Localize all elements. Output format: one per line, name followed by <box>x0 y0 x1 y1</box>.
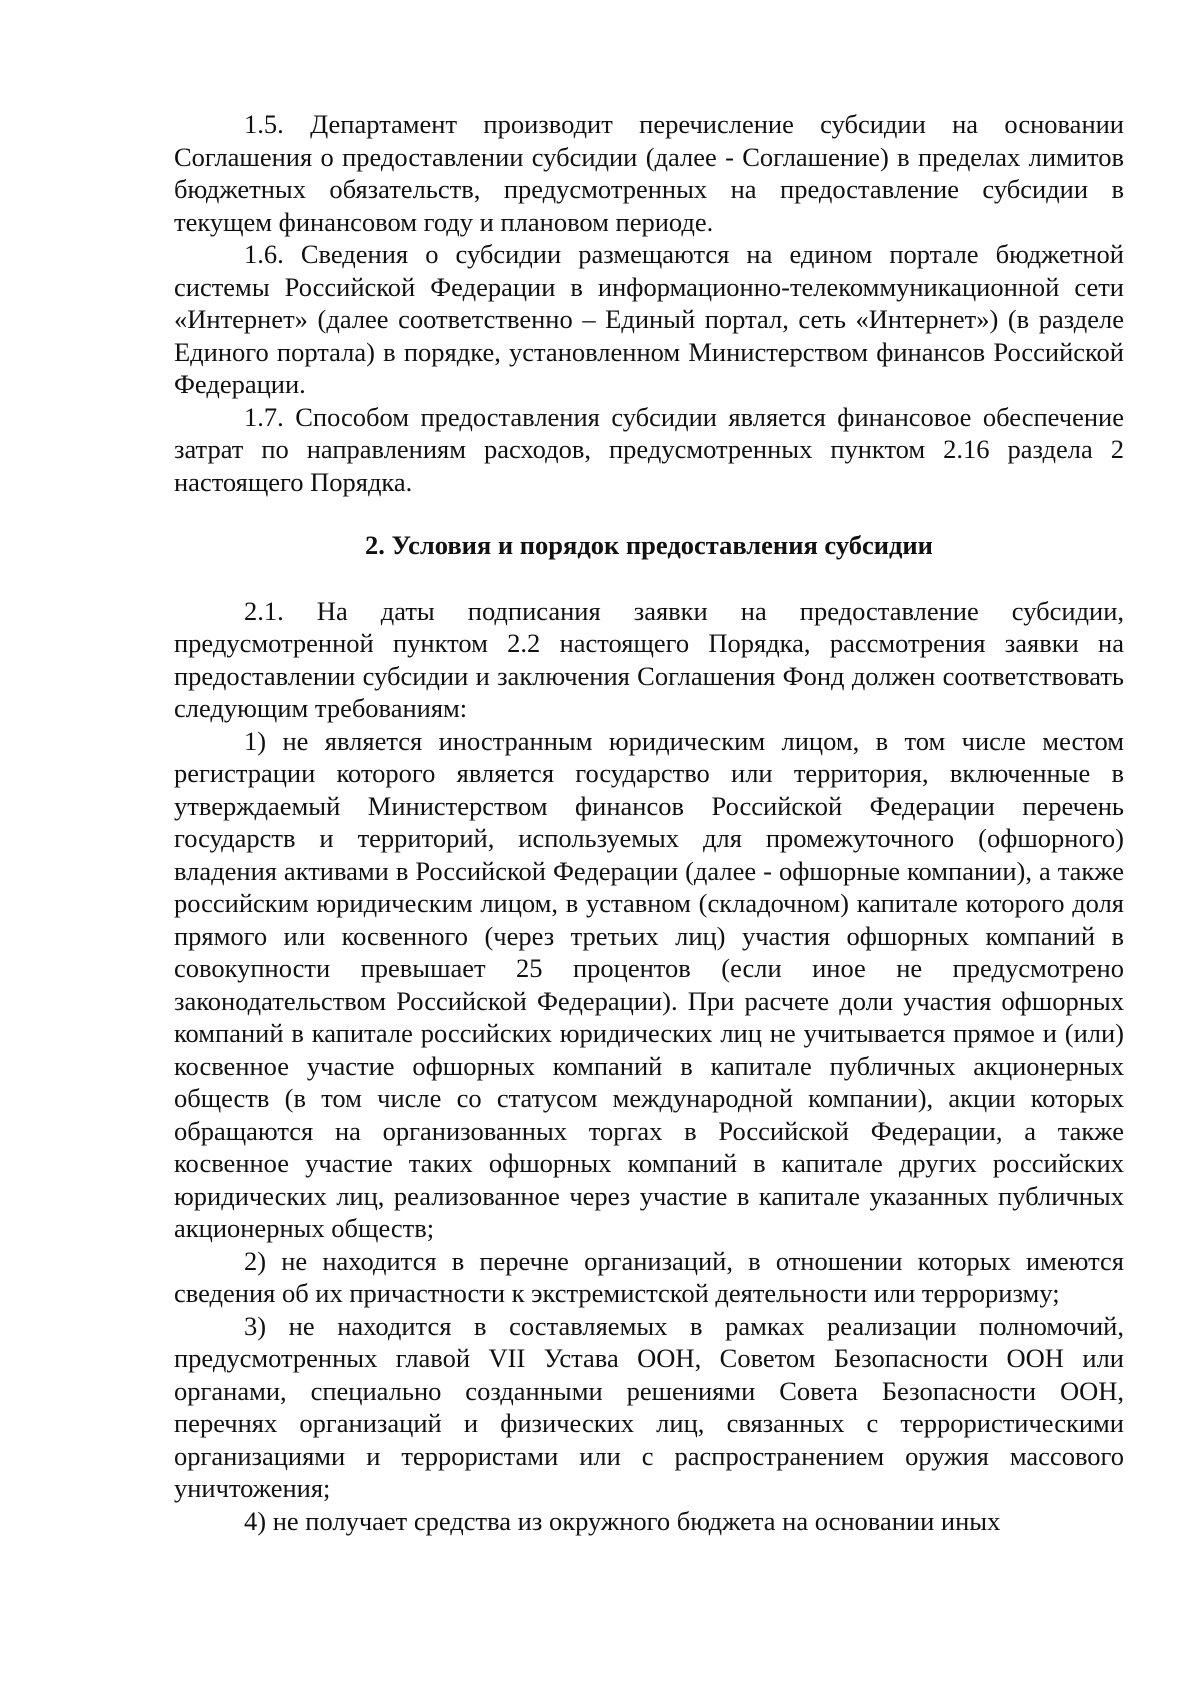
paragraph-1-5: 1.5. Департамент производит перечисление субсидии на основании Соглашения о предоставлении субсидии (далее - Соглашение) в пределах лимитов бюджетных обязательств, предусмотренных на предоставление субсидии в текущем финансовом году и плановом периоде. <box>174 109 1124 237</box>
paragraph-1-6: 1.6. Сведения о субсидии размещаются на едином портале бюджетной системы Российской Федерации в информационно-телекоммуникационной сети «Интернет» (далее соответственно – Единый портал, сеть «Интернет») (в разделе Единого портала) в порядке, установленном Министерством финансов Российской Федерации. <box>174 239 1124 399</box>
paragraph-1-7: 1.7. Способом предоставления субсидии является финансовое обеспечение затрат по направлениям расходов, предусмотренных пунктом 2.16 раздела 2 настоящего Порядка. <box>174 401 1124 497</box>
requirement-item-4: 4) не получает средства из окружного бюджета на основании иных <box>244 1505 1001 1536</box>
requirement-item-1: 1) не является иностранным юридическим лицом, в том числе местом регистрации которого является государство или территория, включенные в утверждаемый Министерством финансов Российской Федерации перечень государств и территорий, используемых для промежуточного (офшорного) владения активами в Российской Федерации (далее - офшорные компании), а также российским юридическим лицом, в уставном (складочном) капитале которого доля прямого или косвенного (через третьих лиц) участия офшорных компаний в совокупности превышает 25 процентов (если иное не предусмотрено законодательством Российской Федерации). При расчете доли участия офшорных компаний в капитале российских юридических лиц не учитывается прямое и (или) косвенное участие офшорных компаний в капитале публичных акционерных обществ (в том числе со статусом международной компании), акции которых обращаются на организованных торгах в Российской Федерации, а также косвенное участие таких офшорных компаний в капитале других российских юридических лиц, реализованное через участие в капитале указанных публичных акционерных обществ; <box>174 725 1124 1243</box>
requirement-item-3: 3) не находится в составляемых в рамках реализации полномочий, предусмотренных главой VII Устава ООН, Советом Безопасности ООН или органами, специально созданными решениями Совета Безопасности ООН, перечнях организаций и физических лиц, связанных с террористическими организациями и террористами или с распространением оружия массового уничтожения; <box>174 1310 1124 1503</box>
requirement-item-2: 2) не находится в перечне организаций, в отношении которых имеются сведения об их причастности к экстремистской деятельности или терроризму; <box>174 1245 1124 1308</box>
section-2-heading: 2. Условия и порядок предоставления субсидии <box>365 530 933 560</box>
paragraph-2-1: 2.1. На даты подписания заявки на предоставление субсидии, предусмотренной пунктом 2.2 настоящего Порядка, рассмотрения заявки на предоставлении субсидии и заключения Соглашения Фонд должен соответствовать следующим требованиям: <box>174 595 1124 723</box>
document-page <box>174 108 1124 1537</box>
